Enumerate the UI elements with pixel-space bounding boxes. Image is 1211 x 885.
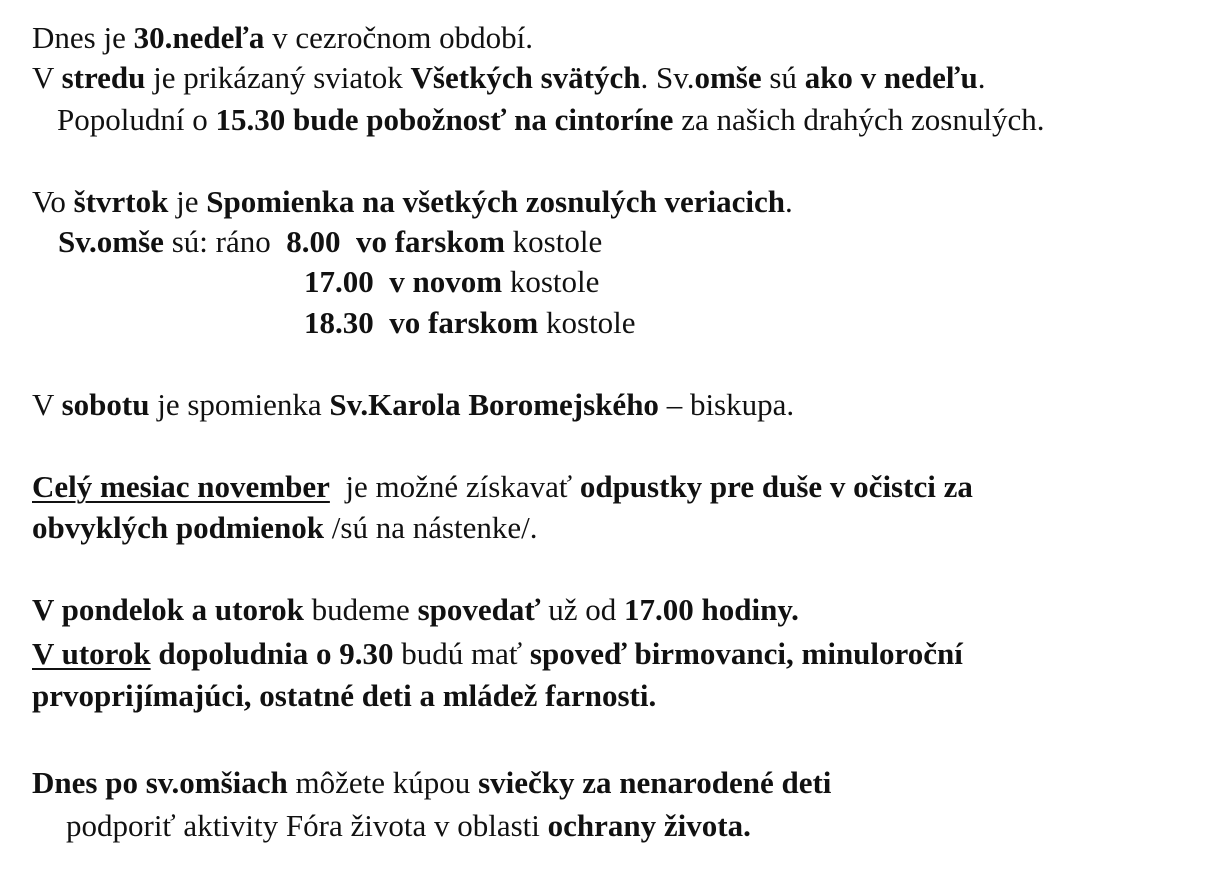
confession-time: 17.00 hodiny. bbox=[624, 592, 799, 627]
text-segment-bold: odpustky pre duše v očistci za bbox=[579, 469, 973, 504]
text-segment: už od bbox=[540, 592, 625, 627]
mass-time-place: 18.30 vo farskom bbox=[304, 305, 539, 340]
text-segment: sú: ráno bbox=[163, 224, 287, 259]
all-souls-line bbox=[32, 186, 793, 217]
text-segment: v cezročnom období. bbox=[264, 20, 533, 55]
text-segment: . Sv. bbox=[640, 60, 695, 95]
all-saints-line bbox=[32, 62, 985, 93]
weekday-saturday: sobotu bbox=[61, 387, 150, 422]
text-segment-bold: obvyklých podmienok bbox=[32, 510, 325, 545]
tuesday-confession-line-cont bbox=[32, 680, 656, 711]
text-segment: Vo bbox=[32, 184, 74, 219]
text-segment: je prikázaný sviatok bbox=[145, 60, 411, 95]
candles-line-cont bbox=[66, 810, 751, 841]
text-segment: Popoludní o bbox=[57, 102, 216, 137]
indulgence-line-cont bbox=[32, 512, 538, 543]
text-segment: môžete kúpou bbox=[287, 765, 479, 800]
indulgence-line bbox=[32, 471, 973, 502]
text-segment: . bbox=[977, 60, 986, 95]
text-segment-underlined: V utorok bbox=[32, 636, 151, 671]
text-segment: – biskupa. bbox=[658, 387, 795, 422]
text-segment: budeme bbox=[303, 592, 418, 627]
saint-name: Sv.Karola Boromejského bbox=[329, 387, 659, 422]
candles-line bbox=[32, 767, 831, 798]
text-segment-underlined: Celý mesiac november bbox=[32, 469, 330, 504]
text-segment-bold: prvoprijímajúci, ostatné deti a mládež farnosti. bbox=[32, 678, 657, 713]
text-segment-bold: dopoludnia o 9.30 bbox=[150, 636, 394, 671]
text-segment: kostole bbox=[504, 224, 603, 259]
feast-name: Všetkých svätých bbox=[410, 60, 641, 95]
intro-line bbox=[32, 22, 533, 53]
weekday-wednesday: stredu bbox=[61, 60, 146, 95]
cemetery-line bbox=[57, 104, 1044, 135]
mass-schedule-row bbox=[304, 266, 599, 297]
text-segment-bold: sviečky za nenarodené deti bbox=[478, 765, 832, 800]
text-segment: Dnes je bbox=[32, 20, 134, 55]
confession-line bbox=[32, 594, 799, 625]
text-segment: /sú na nástenke/. bbox=[324, 510, 538, 545]
text-segment: kostole bbox=[502, 264, 600, 299]
text-segment-bold: ochrany života. bbox=[547, 808, 751, 843]
text-segment: V bbox=[32, 60, 62, 95]
text-segment: kostole bbox=[538, 305, 636, 340]
text-segment-bold: V pondelok a utorok bbox=[32, 592, 304, 627]
text-segment: je bbox=[168, 184, 207, 219]
weekday-thursday: štvrtok bbox=[73, 184, 169, 219]
mass-time-place: 8.00 vo farskom bbox=[286, 224, 505, 259]
feast-name: Spomienka na všetkých zosnulých veriacich bbox=[206, 184, 785, 219]
text-segment: za našich drahých zosnulých. bbox=[673, 102, 1045, 137]
text-segment: . bbox=[784, 184, 793, 219]
text-segment: podporiť aktivity Fóra života v oblasti bbox=[66, 808, 548, 843]
text-segment-bold: spoveď birmovanci, minuloroční bbox=[529, 636, 963, 671]
mass-time-place: 17.00 v novom bbox=[304, 264, 503, 299]
text-segment-bold: omše bbox=[694, 60, 762, 95]
text-segment: je možné získavať bbox=[329, 469, 580, 504]
tuesday-confession-line bbox=[32, 638, 963, 669]
saturday-line bbox=[32, 389, 794, 420]
mass-schedule-row bbox=[58, 226, 602, 257]
text-segment-bold: Sv.omše bbox=[58, 224, 164, 259]
text-segment: V bbox=[32, 387, 62, 422]
text-segment-bold: Dnes po sv.omšiach bbox=[32, 765, 288, 800]
text-segment-bold: ako v nedeľu bbox=[804, 60, 978, 95]
mass-schedule-row bbox=[304, 307, 636, 338]
text-segment-bold: spovedať bbox=[417, 592, 541, 627]
sunday-number: 30.nedeľa bbox=[133, 20, 265, 55]
cemetery-devotion: 15.30 bude pobožnosť na cintoríne bbox=[215, 102, 674, 137]
text-segment: sú bbox=[761, 60, 805, 95]
text-segment: je spomienka bbox=[149, 387, 330, 422]
text-segment: budú mať bbox=[393, 636, 530, 671]
